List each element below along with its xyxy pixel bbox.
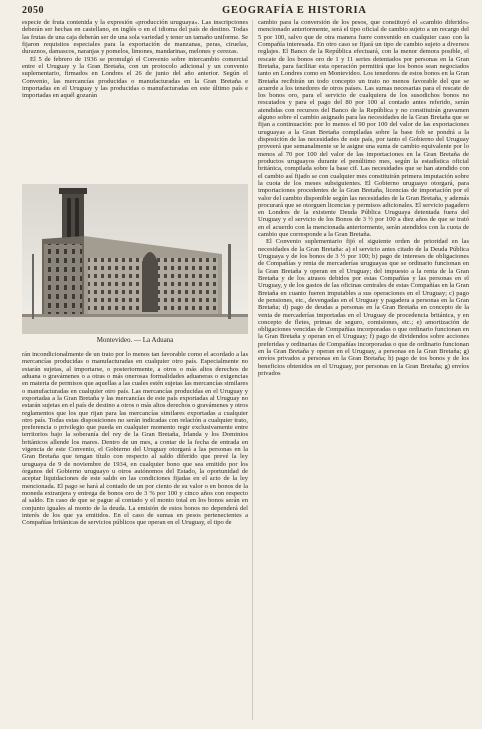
photo-aduana bbox=[22, 184, 248, 334]
paragraph: cambio para la conversión de los pesos, que constituyó el «cambio diferido» mencionado anteriormente, será el tipo oficial de cambio sujeto a un recargo del 5 por 100, salvo que de otra manera fuere convenido en cualquier caso con la Compañía interesada. En otro caso se fijará un tipo de cambio sujeto a diversos reglajes. El Banco de la República efectuará, con la menor demora posible, el rescate de los bonos oro de 1 y 11 series detentados por personas en la Gran Bretaña, para facilitar esta operación permitirá que los bonos sean negociados tanto en Londres como en Montevideo. Los tenedores de estos bonos en la Gran Bretaña recibirán un todo concepto un trato no menos favorable del que se acuerde a los tenedores de otros países. Las sumas necesarias para el rescate de los bonos oro, para el servicio de cualquiera de los susodichos bonos no rescatados y para el pago del 80 por 100 al contado antes referido, serán atendidas con recursos del Banco de la República y no constituirán gravamen alguno sobre el cambio asignado para las necesidades de la Gran Bretaña que se fijan a continuación: por lo menos el 90 por 100 del valor de las exportaciones uruguayas a la Gran Bretaña compiladas sobre la base fob se pondrá a la disposición de las necesidades de este país, por tanto el Gobierno del Uruguay proveerá que semanalmente se le asigne una suma de cambio equivalente por lo menos al 70 por 100 del valor de las importaciones en la Gran Bretaña de productos uruguayos durante el penúltimo mes, según la estadística oficial británica, compilada sobre la base cif. Las necesidades que se han atendido con el cambio así fijado se con cualquier mes constituirán primera imputación sobre la cuota de los meses subsiguientes. El Gobierno uruguayo otorgará, para importaciones procedentes de la Gran Bretaña, licencias de importación por el valor del cambio disponible según las necesidades de la Gran Bretaña, y además procurará que se otorguen licencias y permisos adicionales. El servicio pagadero en Londres de la existente Deuda Pública Uruguaya detentada fuera del Uruguay y el servicio de los Bonos de 3 ½ por 100 a diez años de que se trató en el acuerdo con la mencionada anteriormente, serán atendidos con la cuota de cambio que corresponde a la Gran Bretaña. bbox=[258, 19, 469, 239]
right-column bbox=[258, 19, 469, 377]
paragraph: El 5 de febrero de 1936 se promulgó el Convenio sobre intercambio comercial entre el Uruguay y la Gran Bretaña, con un protocolo adicional y un convenio suplementario, firmados en Londres el 26 de junio del año anterior. Según el Convenio, las mercancías producidas o manufacturadas en la Gran Bretaña e importadas en el Uruguay y las producidas o manufacturadas en este último país e importadas en aquél gozarán bbox=[22, 55, 248, 100]
left-column-top bbox=[22, 19, 248, 99]
page-number: 2050 bbox=[22, 5, 44, 16]
left-column-bottom bbox=[22, 351, 248, 527]
figure-caption: Montevideo. — La Aduana bbox=[96, 336, 174, 344]
paragraph: rán incondicionalmente de un trato por lo menos tan favorable como el acordado a las mercancías producidas o manufacturadas en cualquier otro país. Especialmente no estarán sujetas, al importarse, o posteriormente, a otros o más altos derechos de aduana o gravámenes o a otras o más onerosas formalidades aduaneras o exigencias en materia de permisos que aquellas a las cuales estén sujetas las mercancías similares o manufacturadas en cualquier otro país. Las mercancías producidas en el Uruguay y exportadas a la Gran Bretaña y las mercancías de este país exportadas al Uruguay no estarán sujetas en el país de destino a otros o más altos derechos o gravámenes y otros reglamentos que los que rijan para las mercancías similares exportadas a cualquier otro país. Todas estas disposiciones no serán indicadas con relación a cualquier trato, preferencia o privilegio que pueda en cualquier momento regir exclusivamente entre territorios bajo la soberanía del rey de la Gran Bretaña, Irlanda y los Dominios británicos allende los mares. Dentro de un mes, a contar de la fecha de entrada en vigencia de este Convenio, el Gobierno del Uruguay otorgará a las personas en la Gran Bretaña que tengan título con respecto al saldo diferido que prevé la ley uruguaya de 9 de noviembre de 1934, en cualquier bono que sea emitido por los órganos del Gobierno uruguayo u otros autónomos del Estado, la oportunidad de aceptar liquidaciones de este saldo en las condiciones fijadas en el acto de la ley mencionada. El pago se hará al contado de un por ciento de su valor o en bonos de la moneda extranjera y entrega de bonos oro de 3 % por 100 y cinco años con respecto al saldo. En caso de que se pague al contado y el monto total en los bonos serán en conjunto iguales al monto de la deuda. La emisión de estos bonos no dependerá del interés de los que ya emitidos. En el caso de sumas en pesos pertenecientes a Compañías británicas de servicios públicos que operan en el Uruguay, el tipo de bbox=[22, 351, 248, 527]
running-title: GEOGRAFÍA E HISTORIA bbox=[222, 5, 367, 16]
column-divider bbox=[252, 20, 253, 720]
page-header bbox=[22, 5, 470, 19]
paragraph: especie de fruta contenida y la expresión «producción uruguaya». Las inscripciones deberán ser hechas en castellano, en inglés o en el idioma del país de destino. Todas las frutas de una caja deberán ser de una sola variedad y tener un tamaño uniforme. Se fijaron requisitos especiales para la exportación de manzanas, peras, ciruelas, duraznos, damascos, naranjas y pomelos, limones, mandarinas, melones y cerezas. bbox=[22, 19, 248, 56]
building-illustration bbox=[22, 184, 248, 334]
paragraph: El Convenio suplementario fijó el siguiente orden de prioridad en las necesidades de la Gran Bretaña: a) el servicio antes citado de la Deuda Pública Uruguaya y de los bonos de 3 ½ por 100; b) pago de intereses de obligaciones de Compañías y renta de mercaderías uruguayas que se ordinario funcionan en la Gran Bretaña y operan en el Uruguay; del impuesto a la renta de la Gran Bretaña y de los atrasos debidos por estas Compañías y las personas en el Uruguay, y de los gastos de las oficinas centrales de estas Compañías en la Gran Bretaña en cuanto fueren imputables a sus operaciones en el Uruguay; c) pago de pensiones, etc., devengadas en el Uruguay y pagadera a personas en la Gran Bretaña; d) pago de deudas a personas en la Gran Bretaña en concepto de la venta de mercaderías importadas en el Uruguay de procedencia británica, y en concepto de fletes, primas de seguro, comisiones, etc.; e) amortización de obligaciones vencidas de Compañías incorporadas o que ordinario funcionan en la Gran Bretaña y operan en el Uruguay; f) pago de dividendos sobre acciones preferidas y ordinarias de Compañías incorporadas o que de ordinario funcionan en la Gran Bretaña y operan en el Uruguay, a personas en la Gran Bretaña; g) envíos privados a personas en la Gran Bretaña; h) pago de tos bonos y de los beneficios obtenidos en el Uruguay, por personas en la Gran Bretaña; g) envíos privados bbox=[258, 238, 469, 377]
